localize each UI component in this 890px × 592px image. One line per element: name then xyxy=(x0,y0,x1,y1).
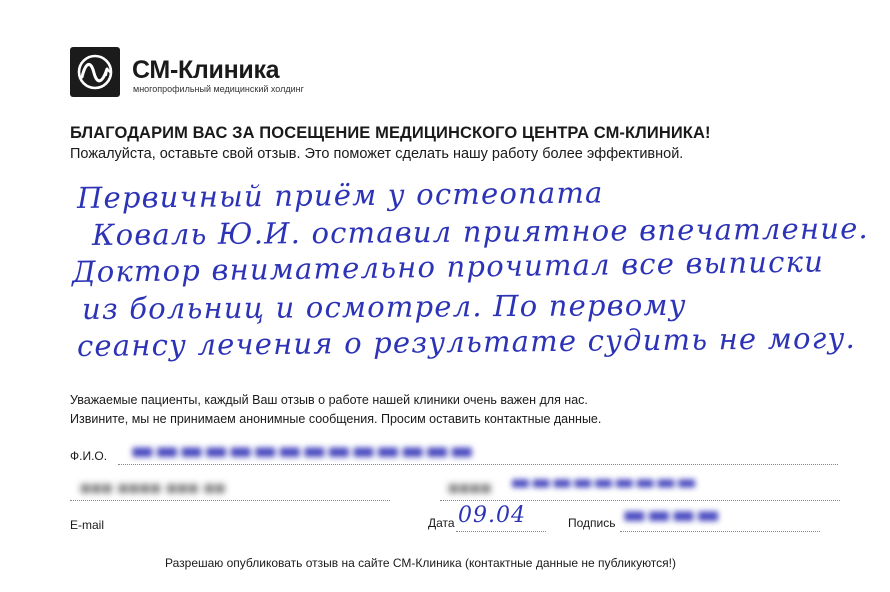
contact-redacted: ■■■■ xyxy=(448,478,492,498)
email-label: E-mail xyxy=(70,518,105,532)
review-line: сеансу лечения о результате судить не могу. xyxy=(76,320,857,363)
signature-redacted: ▬▬▬▬ xyxy=(622,500,721,530)
date-value: 09.04 xyxy=(458,503,526,528)
review-line: из больниц и осмотрел. По первому xyxy=(81,287,687,326)
notice-line: Уважаемые пациенты, каждый Ваш отзыв о работе нашей клиники очень важен для нас. xyxy=(70,393,588,407)
date-line xyxy=(456,531,546,532)
date-label: Дата xyxy=(428,516,455,530)
signature-label: Подпись xyxy=(568,516,616,530)
notice-line: Извините, мы не принимаем анонимные сообщения. Просим оставить контактные данные. xyxy=(70,412,602,426)
review-line: Коваль Ю.И. оставил приятное впечатление. xyxy=(91,211,870,252)
brand-tagline: многопрофильный медицинский холдинг xyxy=(133,84,304,94)
email-line xyxy=(70,500,390,501)
review-text xyxy=(71,175,870,365)
brand-name: СМ-Клиника xyxy=(132,56,280,84)
fio-label: Ф.И.О. xyxy=(70,449,108,463)
page-title: БЛАГОДАРИМ ВАС ЗА ПОСЕЩЕНИЕ МЕДИЦИНСКОГО ЦЕНТРА СМ-КЛИНИКА! xyxy=(70,124,711,142)
review-line: Доктор внимательно прочитал все выписки xyxy=(71,244,825,289)
contact-value-redacted: ▬▬▬▬▬▬▬▬▬ xyxy=(510,470,698,495)
page-subtitle: Пожалуйста, оставьте свой отзыв. Это поможет сделать нашу работу более эффективной. xyxy=(70,146,684,162)
phone-redacted: ■■■ ■■■■ ■■■ ■■ xyxy=(80,478,226,498)
signature-line xyxy=(620,531,820,532)
fio-redacted: ▬▬▬▬▬▬▬▬▬▬▬▬▬▬ xyxy=(130,436,474,466)
review-line: Первичный приём у остеопата xyxy=(76,175,604,215)
consent-text: Разрешаю опубликовать отзыв на сайте СМ-Клиника (контактные данные не публикуются!) xyxy=(165,556,676,570)
clinic-logo-icon xyxy=(70,47,120,97)
